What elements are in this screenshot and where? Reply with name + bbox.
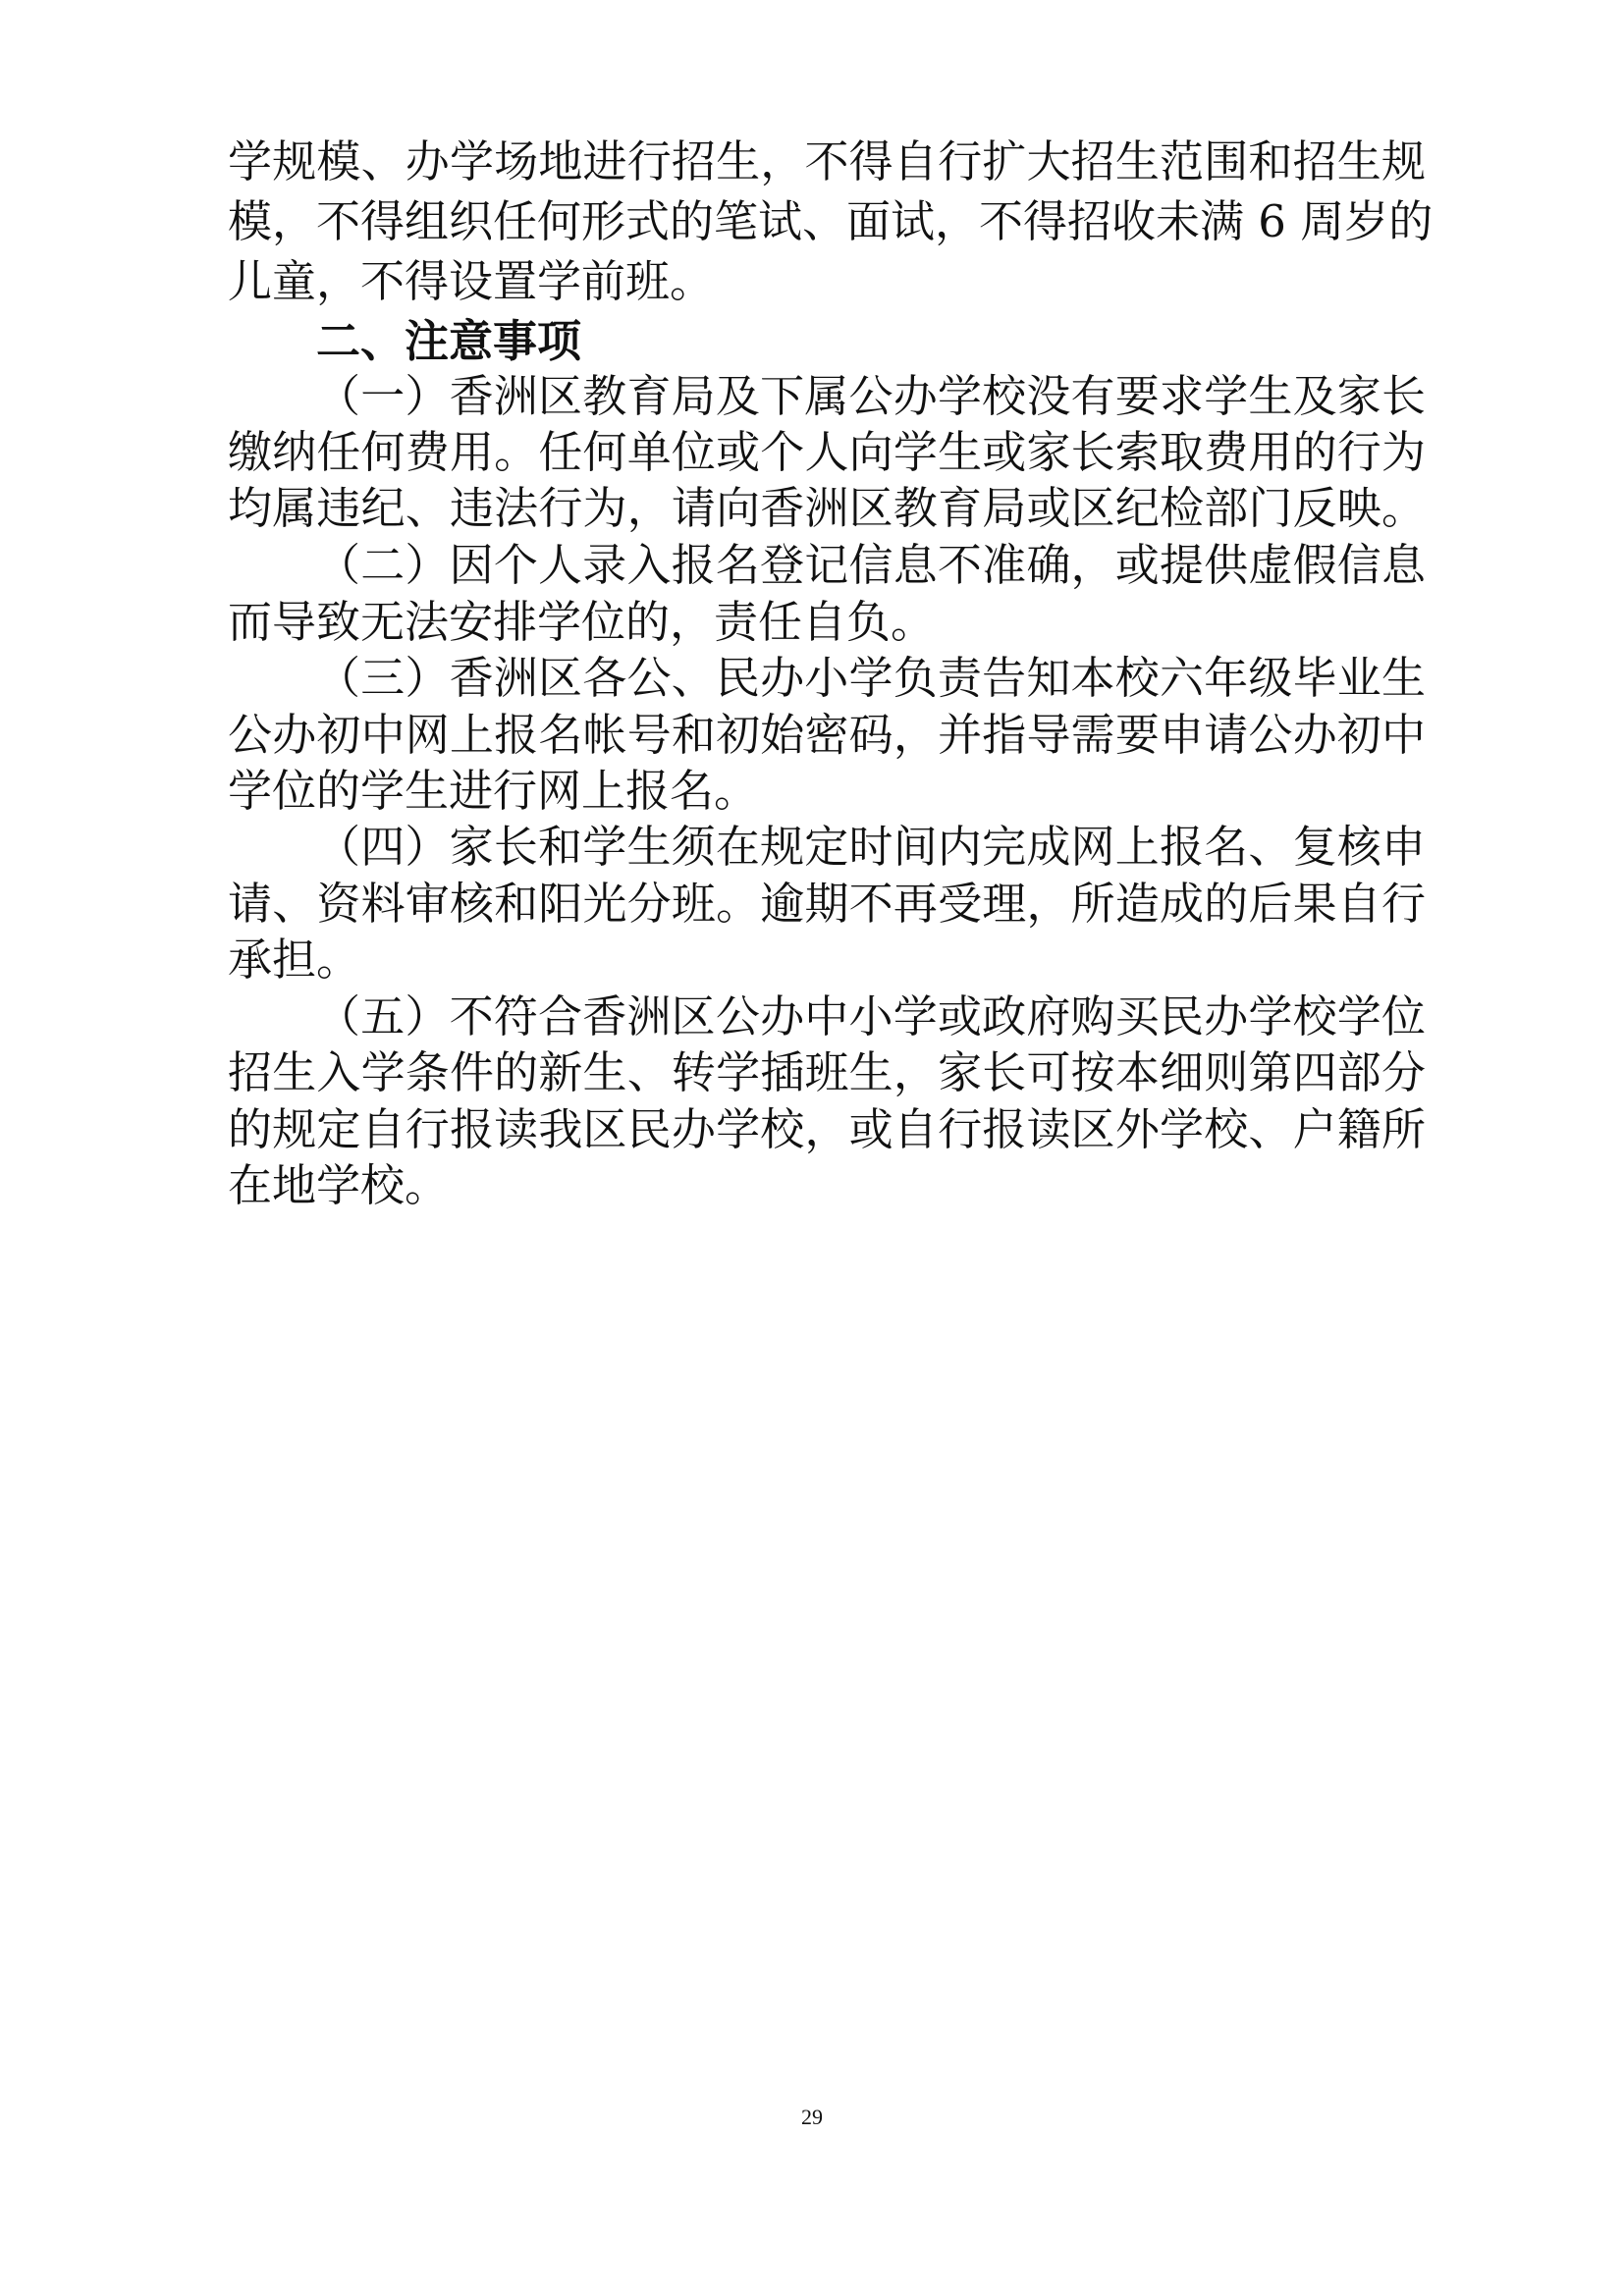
item-line: 缴纳任何费用。任何单位或个人向学生或家长索取费用的行为: [228, 426, 1426, 478]
paragraph-line: 模，不得组织任何形式的笔试、面试，不得招收未满 6 周岁的: [228, 195, 1434, 247]
section-heading: 二、注意事项: [316, 315, 582, 367]
paragraph-line: 儿童，不得设置学前班。: [228, 255, 715, 307]
item-line: （二）因个人录入报名登记信息不准确，或提供虚假信息: [316, 539, 1426, 591]
item-line: 请、资料审核和阳光分班。逾期不再受理，所造成的后果自行: [228, 878, 1426, 930]
paragraph-line: 学规模、办学场地进行招生，不得自行扩大招生范围和招生规: [228, 135, 1426, 187]
item-line: 招生入学条件的新生、转学插班生，家长可按本细则第四部分: [228, 1046, 1426, 1098]
item-line: 公办初中网上报名帐号和初始密码，并指导需要申请公办初中: [228, 709, 1426, 761]
item-line: （四）家长和学生须在规定时间内完成网上报名、复核申: [316, 821, 1426, 873]
item-line: （一）香洲区教育局及下属公办学校没有要求学生及家长: [316, 370, 1426, 422]
item-line: （五）不符合香洲区公办中小学或政府购买民办学校学位: [316, 990, 1426, 1042]
item-line: 在地学校。: [228, 1159, 450, 1211]
item-line: 的规定自行报读我区民办学校，或自行报读区外学校、户籍所: [228, 1103, 1426, 1155]
item-line: （三）香洲区各公、民办小学负责告知本校六年级毕业生: [316, 652, 1426, 704]
item-line: 学位的学生进行网上报名。: [228, 765, 759, 817]
item-line: 而导致无法安排学位的，责任自负。: [228, 596, 936, 648]
item-line: 承担。: [228, 934, 361, 986]
page-number: 29: [801, 2105, 823, 2129]
item-line: 均属违纪、违法行为，请向香洲区教育局或区纪检部门反映。: [228, 482, 1426, 534]
